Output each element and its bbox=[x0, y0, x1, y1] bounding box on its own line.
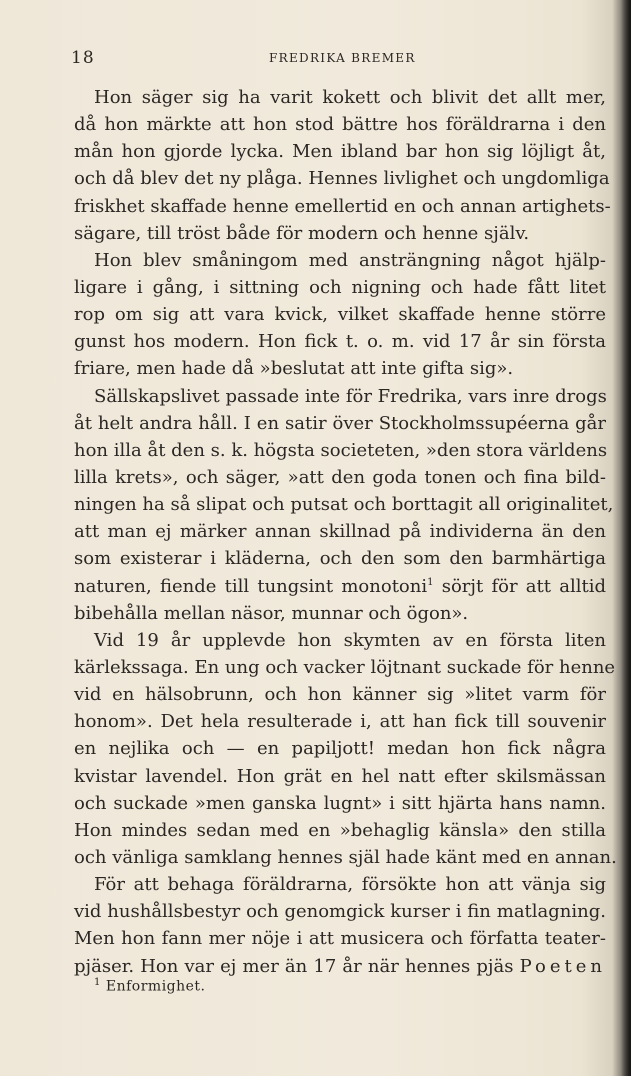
text-segment: sörjt för att alltid bbox=[433, 575, 606, 597]
text-line: och vänliga samklang hennes själ hade känt med en annan. bbox=[74, 846, 617, 868]
text-line: vid hushållsbestyr och genomgick kurser i fin matlagning. bbox=[74, 901, 606, 923]
text-line: att man ej märker annan skillnad på individerna än den bbox=[74, 521, 606, 543]
text-line: då hon märkte att hon stod bättre hos föräldrarna i den bbox=[74, 114, 606, 136]
text-line: kärlekssaga. En ung och vacker löjtnant suckade för henne bbox=[74, 656, 616, 678]
page-number: 18 bbox=[71, 48, 95, 68]
text-line: en nejlika och — en papiljott! medan hon fick några bbox=[74, 738, 606, 760]
text-line: Hon säger sig ha varit kokett och blivit det allt mer, bbox=[94, 87, 606, 108]
text-line: För att behaga föräldrarna, försökte hon att vänja sig bbox=[94, 874, 606, 896]
text-line: Hon blev småningom med ansträngning något hjälp- bbox=[94, 249, 606, 271]
text-line-with-spaced-word bbox=[74, 953, 606, 980]
text-line: lilla krets», och säger, »att den goda tonen och fina bild- bbox=[74, 466, 606, 488]
footnote-text: Enformighet. bbox=[105, 978, 206, 995]
body-text bbox=[74, 84, 617, 980]
footnote bbox=[94, 977, 206, 995]
text-line: vid en hälsobrunn, och hon känner sig »litet varm för bbox=[74, 684, 606, 706]
text-line-with-footnote bbox=[74, 573, 606, 600]
footnote-reference: 1 bbox=[427, 576, 434, 588]
text-line: Sällskapslivet passade inte för Fredrika, vars inre drogs bbox=[94, 385, 607, 407]
text-line: friare, men hade då »beslutat att inte gifta sig». bbox=[74, 358, 514, 380]
text-line: friskhet skaffade henne emellertid en och annan artighets- bbox=[74, 195, 611, 217]
text-line: rop om sig att vara kvick, vilket skaffade henne större bbox=[74, 304, 606, 326]
text-line: mån hon gjorde lycka. Men ibland bar hon sig löjligt åt, bbox=[74, 141, 606, 163]
footnote-number: 1 bbox=[94, 977, 101, 988]
text-line: ligare i gång, i sittning och nigning och hade fått litet bbox=[74, 276, 606, 298]
text-line: honom». Det hela resulterade i, att han fick till souvenir bbox=[74, 711, 606, 733]
text-line: hon illa åt den s. k. högsta societeten, »den stora världens bbox=[74, 439, 608, 461]
text-line: Hon mindes sedan med en »behaglig känsla» den stilla bbox=[74, 819, 606, 841]
text-line: bibehålla mellan näsor, munnar och ögon». bbox=[74, 602, 469, 624]
page-header bbox=[71, 48, 611, 68]
text-segment: naturen, fiende till tungsint monotoni bbox=[74, 575, 428, 597]
text-segment: pjäser. Hon var ej mer än 17 år när hennes pjäs bbox=[74, 955, 514, 977]
page-edge-shadow bbox=[621, 0, 631, 1076]
spaced-title: Poeten bbox=[519, 955, 606, 977]
text-line: och då blev det ny plåga. Hennes livlighet och ungdomliga bbox=[74, 168, 610, 190]
text-line: kvistar lavendel. Hon grät en hel natt efter skilsmässan bbox=[74, 765, 606, 787]
text-line: Vid 19 år upplevde hon skymten av en första liten bbox=[94, 629, 606, 651]
text-line: gunst hos modern. Hon fick t. o. m. vid 17 år sin första bbox=[74, 331, 606, 353]
text-line: Men hon fann mer nöje i att musicera och författa teater- bbox=[74, 928, 606, 950]
running-head: FREDRIKA BREMER bbox=[269, 51, 416, 65]
text-line: och suckade »men ganska lugnt» i sitt hjärta hans namn. bbox=[74, 792, 606, 814]
text-line: sägare, till tröst både för modern och henne själv. bbox=[74, 222, 530, 244]
text-line: ningen ha så slipat och putsat och borttagit all originalitet, bbox=[74, 494, 614, 516]
text-line: som existerar i kläderna, och den som den barmhärtiga bbox=[74, 548, 606, 570]
text-line: åt helt andra håll. I en satir över Stockholmssupéerna går bbox=[74, 412, 606, 434]
